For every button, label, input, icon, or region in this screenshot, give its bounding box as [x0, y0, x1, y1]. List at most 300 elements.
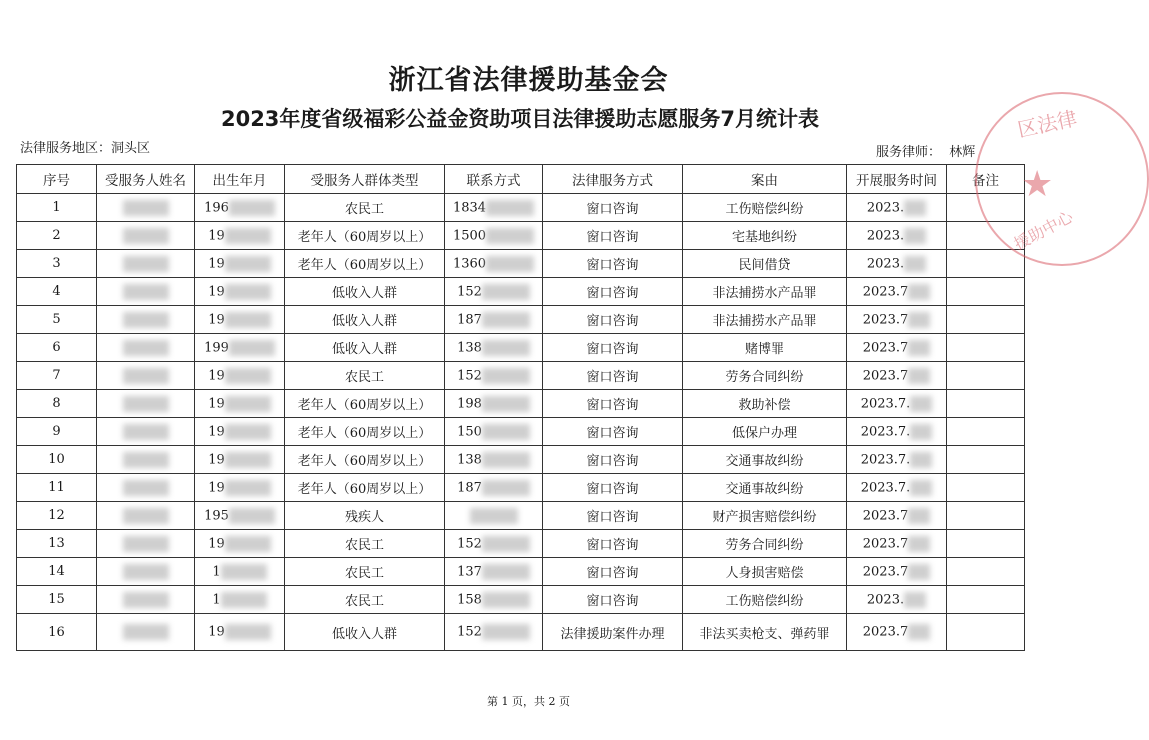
page-footer: 第 1 页，共 2 页 — [487, 695, 570, 708]
cell-remark — [947, 362, 1025, 390]
redacted-block — [904, 256, 926, 272]
cell-birth-text: 19 — [208, 256, 225, 271]
cell-group-text: 老年人（60周岁以上） — [297, 258, 432, 273]
cell-cause — [683, 250, 847, 278]
redacted-block — [482, 480, 530, 496]
cell-birth — [195, 222, 285, 250]
cell-method-text: 窗口咨询 — [586, 230, 639, 245]
cell-method — [543, 502, 683, 530]
cell-phone-text: 187 — [457, 312, 482, 327]
cell-no-text: 4 — [52, 284, 61, 299]
cell-cause-text: 赌博罪 — [744, 342, 784, 357]
cell-birth — [195, 250, 285, 278]
table-row — [17, 502, 1025, 530]
cell-method — [543, 390, 683, 418]
redacted-block — [225, 228, 271, 244]
cell-date-text: 2023.7 — [862, 536, 909, 551]
cell-group — [285, 502, 445, 530]
cell-cause — [683, 418, 847, 446]
cell-cause-text: 工伤赔偿纠纷 — [725, 202, 804, 217]
redacted-block — [123, 256, 169, 272]
cell-cause-text: 非法买卖枪支、弹药罪 — [699, 626, 830, 642]
redacted-block — [225, 284, 271, 300]
cell-birth — [195, 418, 285, 446]
cell-no-text: 13 — [48, 536, 65, 551]
cell-phone — [445, 390, 543, 418]
redacted-block — [123, 228, 169, 244]
cell-date-text: 2023.7 — [862, 340, 909, 355]
cell-remark — [947, 614, 1025, 651]
redacted-block — [908, 508, 930, 524]
cell-name — [97, 614, 195, 651]
cell-date-text: 2023. — [866, 200, 905, 215]
cell-cause — [683, 194, 847, 222]
region-label: 法律服务地区： — [20, 141, 112, 156]
cell-phone — [445, 362, 543, 390]
cell-birth — [195, 474, 285, 502]
cell-cause — [683, 558, 847, 586]
redacted-block — [225, 312, 271, 328]
cell-date-text: 2023. — [866, 228, 905, 243]
cell-name — [97, 250, 195, 278]
cell-date — [847, 362, 947, 390]
cell-group-text: 农民工 — [344, 594, 384, 609]
cell-remark — [947, 278, 1025, 306]
cell-date-text: 2023.7 — [862, 368, 909, 383]
cell-name — [97, 306, 195, 334]
cell-birth — [195, 586, 285, 614]
cell-cause-text: 劳务合同纠纷 — [725, 370, 804, 385]
cell-group — [285, 530, 445, 558]
table-row — [17, 194, 1025, 222]
cell-no-text: 7 — [52, 368, 61, 383]
cell-date — [847, 586, 947, 614]
cell-remark — [947, 418, 1025, 446]
redacted-block — [486, 228, 534, 244]
cell-remark — [947, 586, 1025, 614]
cell-cause — [683, 502, 847, 530]
cell-group — [285, 474, 445, 502]
header-col-no: 序号 — [17, 165, 97, 194]
redacted-block — [910, 480, 932, 496]
seal-text-top: 区法律 — [1015, 105, 1080, 142]
cell-method-text: 窗口咨询 — [586, 258, 639, 273]
header-col-phone: 联系方式 — [445, 165, 543, 194]
report-title: 2023年度省级福彩公益金资助项目法律援助志愿服务7月统计表 — [220, 107, 820, 131]
cell-name — [97, 222, 195, 250]
cell-birth-text: 19 — [208, 228, 225, 243]
header-col-group: 受服务人群体类型 — [285, 165, 445, 194]
cell-phone-text: 150 — [457, 424, 482, 439]
cell-cause-text: 财产损害赔偿纠纷 — [712, 510, 817, 525]
cell-birth-text: 195 — [204, 508, 229, 523]
redacted-block — [123, 424, 169, 440]
redacted-block — [908, 312, 930, 328]
cell-group-text: 农民工 — [344, 370, 384, 385]
cell-method — [543, 306, 683, 334]
cell-birth-text: 196 — [204, 200, 229, 215]
cell-date — [847, 194, 947, 222]
seal-star-icon: ★ — [1021, 164, 1054, 205]
cell-date-text: 2023. — [866, 592, 905, 607]
cell-group-text: 老年人（60周岁以上） — [297, 454, 432, 469]
cell-phone — [445, 222, 543, 250]
table-row — [17, 306, 1025, 334]
redacted-block — [482, 312, 530, 328]
cell-cause — [683, 306, 847, 334]
cell-method-text: 窗口咨询 — [586, 314, 639, 329]
cell-cause-text: 非法捕捞水产品罪 — [712, 314, 817, 329]
redacted-block — [123, 396, 169, 412]
cell-cause — [683, 222, 847, 250]
header-col-method: 法律服务方式 — [543, 165, 683, 194]
redacted-block — [123, 564, 169, 580]
cell-name — [97, 334, 195, 362]
redacted-block — [908, 368, 930, 384]
redacted-block — [225, 396, 271, 412]
cell-method — [543, 362, 683, 390]
cell-date — [847, 446, 947, 474]
table-row — [17, 390, 1025, 418]
cell-no — [17, 418, 97, 446]
cell-method-text: 窗口咨询 — [586, 482, 639, 497]
cell-cause — [683, 362, 847, 390]
cell-no — [17, 502, 97, 530]
cell-birth-text: 19 — [208, 452, 225, 467]
redacted-block — [482, 284, 530, 300]
cell-remark — [947, 558, 1025, 586]
header-col-date: 开展服务时间 — [847, 165, 947, 194]
redacted-block — [123, 624, 169, 640]
cell-birth-text: 19 — [208, 368, 225, 383]
redacted-block — [482, 624, 530, 640]
cell-phone-text: 198 — [457, 396, 482, 411]
cell-method-text: 窗口咨询 — [586, 426, 639, 441]
cell-method — [543, 530, 683, 558]
cell-date — [847, 390, 947, 418]
cell-birth — [195, 194, 285, 222]
redacted-block — [908, 564, 930, 580]
cell-phone-text: 138 — [457, 340, 482, 355]
redacted-block — [123, 200, 169, 216]
cell-birth — [195, 390, 285, 418]
cell-date-text: 2023.7. — [860, 452, 911, 467]
cell-remark — [947, 306, 1025, 334]
cell-name — [97, 362, 195, 390]
cell-no — [17, 194, 97, 222]
region-info — [20, 137, 150, 156]
cell-phone — [445, 250, 543, 278]
cell-birth — [195, 530, 285, 558]
cell-name — [97, 586, 195, 614]
cell-method — [543, 474, 683, 502]
cell-cause-text: 宅基地纠纷 — [731, 230, 797, 245]
cell-group-text: 老年人（60周岁以上） — [297, 230, 432, 245]
cell-cause-text: 救助补偿 — [738, 398, 791, 413]
cell-name — [97, 194, 195, 222]
cell-no — [17, 474, 97, 502]
cell-method-text: 窗口咨询 — [586, 454, 639, 469]
cell-birth — [195, 614, 285, 651]
redacted-block — [910, 396, 932, 412]
redacted-block — [123, 368, 169, 384]
cell-method-text: 窗口咨询 — [586, 398, 639, 413]
cell-phone — [445, 278, 543, 306]
cell-group — [285, 334, 445, 362]
redacted-block — [225, 452, 271, 468]
cell-group-text: 低收入人群 — [331, 286, 397, 301]
cell-no — [17, 306, 97, 334]
cell-birth-text: 19 — [208, 624, 225, 640]
cell-birth-text: 19 — [208, 396, 225, 411]
cell-no — [17, 334, 97, 362]
cell-cause — [683, 586, 847, 614]
cell-birth — [195, 558, 285, 586]
cell-date-text: 2023.7 — [862, 564, 909, 579]
cell-remark — [947, 530, 1025, 558]
cell-group — [285, 390, 445, 418]
cell-date-text: 2023.7. — [860, 480, 911, 495]
org-title: 浙江省法律援助基金会 — [388, 65, 669, 96]
cell-no-text: 14 — [48, 564, 65, 579]
table-row — [17, 250, 1025, 278]
redacted-block — [123, 592, 169, 608]
cell-phone-text: 1500 — [452, 228, 487, 243]
redacted-block — [482, 592, 530, 608]
cell-cause — [683, 530, 847, 558]
cell-remark — [947, 446, 1025, 474]
cell-birth-text: 19 — [208, 284, 225, 299]
cell-cause-text: 交通事故纠纷 — [725, 454, 804, 469]
lawyer-label: 服务律师： — [876, 145, 942, 160]
cell-birth-text: 1 — [212, 592, 221, 607]
redacted-block — [225, 368, 271, 384]
header-col-birth: 出生年月 — [195, 165, 285, 194]
cell-date — [847, 502, 947, 530]
cell-method — [543, 222, 683, 250]
redacted-block — [221, 592, 267, 608]
cell-cause-text: 交通事故纠纷 — [725, 482, 804, 497]
table-row — [17, 446, 1025, 474]
redacted-block — [221, 564, 267, 580]
cell-group — [285, 222, 445, 250]
redacted-block — [910, 424, 932, 440]
lawyer-value: 林辉 — [949, 145, 976, 160]
cell-phone-text: 1360 — [452, 256, 487, 271]
cell-date-text: 2023.7 — [862, 624, 909, 640]
cell-group — [285, 418, 445, 446]
cell-phone — [445, 306, 543, 334]
cell-no-text: 10 — [48, 452, 65, 467]
redacted-block — [904, 592, 926, 608]
redacted-block — [123, 508, 169, 524]
cell-method-text: 窗口咨询 — [586, 566, 639, 581]
cell-cause — [683, 278, 847, 306]
redacted-block — [123, 452, 169, 468]
cell-remark — [947, 474, 1025, 502]
cell-group-text: 老年人（60周岁以上） — [297, 426, 432, 441]
cell-birth-text: 1 — [212, 564, 221, 579]
cell-phone-text: 158 — [457, 592, 482, 607]
cell-no — [17, 222, 97, 250]
cell-birth — [195, 502, 285, 530]
table-row — [17, 474, 1025, 502]
cell-phone — [445, 474, 543, 502]
cell-method — [543, 334, 683, 362]
cell-date-text: 2023.7 — [862, 312, 909, 327]
cell-date-text: 2023. — [866, 256, 905, 271]
cell-method-text: 窗口咨询 — [586, 202, 639, 217]
table-row — [17, 586, 1025, 614]
cell-date — [847, 334, 947, 362]
cell-phone — [445, 446, 543, 474]
redacted-block — [908, 536, 930, 552]
cell-date-text: 2023.7. — [860, 396, 911, 411]
cell-phone — [445, 194, 543, 222]
cell-name — [97, 530, 195, 558]
cell-phone — [445, 586, 543, 614]
cell-no-text: 8 — [52, 396, 61, 411]
redacted-block — [908, 284, 930, 300]
cell-phone — [445, 334, 543, 362]
cell-phone — [445, 418, 543, 446]
cell-no — [17, 586, 97, 614]
cell-date — [847, 474, 947, 502]
cell-name — [97, 502, 195, 530]
cell-no-text: 15 — [48, 592, 65, 607]
cell-birth-text: 19 — [208, 536, 225, 551]
cell-cause — [683, 390, 847, 418]
cell-cause — [683, 334, 847, 362]
table-header-row — [17, 165, 1025, 194]
redacted-block — [904, 228, 926, 244]
cell-name — [97, 390, 195, 418]
cell-method-text: 窗口咨询 — [586, 510, 639, 525]
cell-cause — [683, 446, 847, 474]
cell-no — [17, 390, 97, 418]
cell-method-text: 窗口咨询 — [586, 538, 639, 553]
redacted-block — [486, 256, 534, 272]
cell-date — [847, 614, 947, 651]
redacted-block — [910, 452, 932, 468]
cell-name — [97, 446, 195, 474]
table-row — [17, 222, 1025, 250]
table-row — [17, 418, 1025, 446]
cell-date — [847, 250, 947, 278]
redacted-block — [908, 340, 930, 356]
cell-birth — [195, 278, 285, 306]
cell-cause-text: 低保户办理 — [731, 426, 797, 441]
cell-date-text: 2023.7 — [862, 284, 909, 299]
redacted-block — [123, 340, 169, 356]
cell-birth — [195, 306, 285, 334]
cell-method-text: 窗口咨询 — [586, 370, 639, 385]
cell-method — [543, 418, 683, 446]
cell-phone-text: 152 — [457, 536, 482, 551]
redacted-block — [225, 536, 271, 552]
cell-group — [285, 194, 445, 222]
seal-text-bottom: 援助中心 — [1010, 206, 1077, 254]
cell-method-text: 窗口咨询 — [586, 286, 639, 301]
cell-no — [17, 530, 97, 558]
cell-group — [285, 278, 445, 306]
cell-phone — [445, 530, 543, 558]
cell-method-text: 窗口咨询 — [586, 342, 639, 357]
cell-no-text: 2 — [52, 228, 61, 243]
header-col-cause: 案由 — [683, 165, 847, 194]
cell-method — [543, 586, 683, 614]
cell-group-text: 低收入人群 — [331, 626, 397, 642]
redacted-block — [225, 424, 271, 440]
table-row — [17, 530, 1025, 558]
redacted-block — [229, 340, 275, 356]
statistics-table — [16, 164, 1025, 651]
cell-no-text: 11 — [48, 480, 65, 495]
redacted-block — [482, 424, 530, 440]
cell-remark — [947, 334, 1025, 362]
cell-cause-text: 工伤赔偿纠纷 — [725, 594, 804, 609]
redacted-block — [225, 480, 271, 496]
cell-method-text: 法律援助案件办理 — [560, 626, 665, 642]
cell-cause — [683, 474, 847, 502]
cell-group — [285, 558, 445, 586]
cell-phone-text: 138 — [457, 452, 482, 467]
table-row — [17, 614, 1025, 651]
cell-method-text: 窗口咨询 — [586, 594, 639, 609]
redacted-block — [229, 508, 275, 524]
redacted-block — [225, 256, 271, 272]
cell-group — [285, 614, 445, 651]
cell-no-text: 6 — [52, 340, 61, 355]
cell-phone-text: 152 — [457, 624, 482, 640]
cell-birth — [195, 334, 285, 362]
redacted-block — [229, 200, 275, 216]
redacted-block — [482, 452, 530, 468]
cell-phone-text: 152 — [457, 368, 482, 383]
cell-name — [97, 474, 195, 502]
cell-group-text: 老年人（60周岁以上） — [297, 482, 432, 497]
cell-no — [17, 250, 97, 278]
cell-group-text: 农民工 — [344, 202, 384, 217]
cell-group — [285, 306, 445, 334]
cell-birth-text: 19 — [208, 480, 225, 495]
cell-no-text: 9 — [52, 424, 61, 439]
cell-group-text: 残疾人 — [344, 510, 384, 525]
cell-group-text: 农民工 — [344, 566, 384, 581]
cell-remark — [947, 390, 1025, 418]
cell-group — [285, 446, 445, 474]
cell-group-text: 低收入人群 — [331, 314, 397, 329]
cell-birth-text: 19 — [208, 312, 225, 327]
redacted-block — [225, 624, 271, 640]
cell-no-text: 1 — [52, 200, 61, 215]
cell-no — [17, 446, 97, 474]
cell-birth — [195, 362, 285, 390]
cell-name — [97, 278, 195, 306]
lawyer-info — [876, 141, 975, 160]
cell-cause-text: 民间借贷 — [738, 258, 791, 273]
cell-method — [543, 558, 683, 586]
redacted-block — [470, 508, 518, 524]
cell-group-text: 老年人（60周岁以上） — [297, 398, 432, 413]
cell-group — [285, 362, 445, 390]
header-col-name: 受服务人姓名 — [97, 165, 195, 194]
redacted-block — [904, 200, 926, 216]
redacted-block — [123, 536, 169, 552]
cell-no-text: 16 — [48, 624, 65, 640]
redacted-block — [908, 624, 930, 640]
cell-birth-text: 199 — [204, 340, 229, 355]
